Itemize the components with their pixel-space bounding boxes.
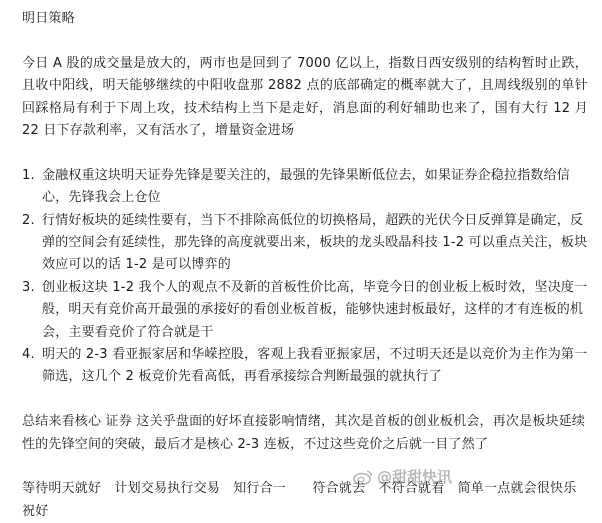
list-item — [22, 210, 588, 277]
intro-paragraph: 今日 A 股的成交量是放大的，两市也是回到了 7000 亿以上，指数日西安级别的结构暂时止跌，且收中阳线，明天能够继续的中阳收盘那 2882 点的底部确定的概率就大了，且周线级别的单针回踩格局有利于下周上攻，技术结构上当下是走好，消息面的利好辅助也来了，国有大行 12 月 22 日下存款利率，又有活水了，增量资金进场 — [22, 55, 588, 139]
strategy-list — [22, 165, 588, 389]
spacer — [22, 389, 588, 411]
list-item-number: 4. — [22, 347, 35, 363]
document — [22, 8, 588, 523]
list-item — [22, 165, 588, 210]
list-item-number: 1. — [22, 167, 35, 183]
page-title: 明日策略 — [22, 11, 75, 26]
watermark — [353, 466, 452, 487]
weibo-icon — [353, 469, 373, 485]
closing-line: 等待明天就好 计划交易执行交易 知行合一 符合就去 不符合就看 简单一点就会很快乐 祝好 — [22, 481, 590, 519]
watermark-text: @甜甜快讯 — [376, 468, 452, 486]
spacer — [22, 30, 588, 52]
spacer — [22, 142, 588, 164]
list-item-number: 2. — [22, 212, 35, 228]
list-item — [22, 344, 588, 389]
list-item-text: 行情好板块的延续性要有，当下不排除高低位的切换格局，超跌的光伏今日反弹算是确定，反弹的空间会有延续性，那先锋的高度就要出来，板块的龙头殴晶科技 1-2 可以重点关注，板块效应可以的话 1-2 是可以博弈的 — [42, 212, 588, 273]
list-item — [22, 277, 588, 344]
list-item-text: 金融权重这块明天证券先锋是要关注的，最强的先锋果断低位去，如果证券企稳拉指数给信心，先锋我会上仓位 — [42, 167, 571, 206]
summary-paragraph: 总结来看核心 证券 这关乎盘面的好坏直接影响情绪，其次是首板的创业板机会，再次是板块延续性的先锋空间的突破，最后才是核心 2-3 连板，不过这些竞价之后就一目了然了 — [22, 414, 586, 452]
list-item-text: 明天的 2-3 看亚振家居和华嵘控股，客观上我看亚振家居，不过明天还是以竞价为主作为第一筛选，这几个 2 板竞价先看高低，再看承接综合判断最强的就执行了 — [42, 347, 588, 385]
list-item-text: 创业板这块 1-2 我个人的观点不及新的首板性价比高，毕竟今日的创业板上板时效，坚决度一般，明天有竞价高开最强的承接好的看创业板首板，能够快速封板最好，这样的才有连板的机会，主要看竞价了符合就是干 — [42, 279, 588, 340]
spacer — [22, 456, 588, 478]
list-item-number: 3. — [22, 279, 35, 295]
